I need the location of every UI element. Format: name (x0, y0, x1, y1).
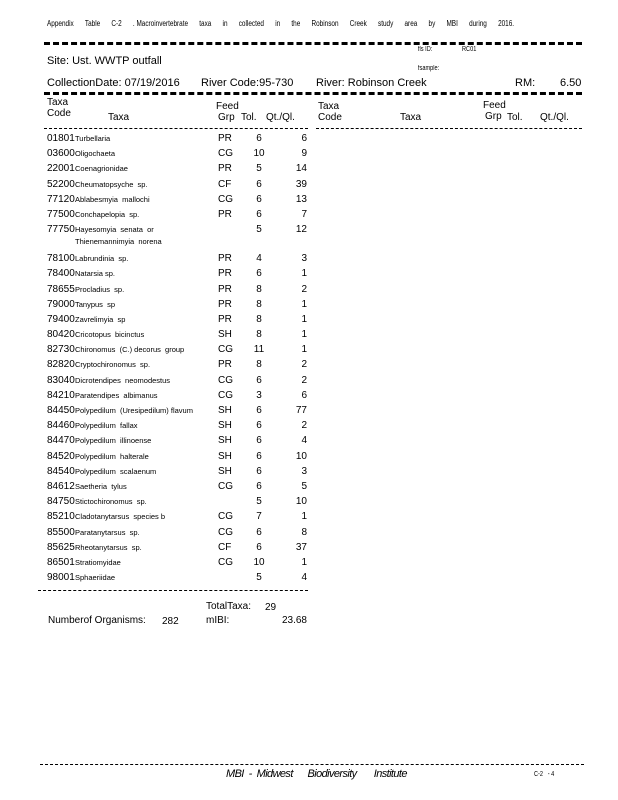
feed-group: CG (218, 193, 233, 205)
id-value: RC01 (462, 46, 477, 53)
table-row (47, 373, 307, 388)
feed-group: CF (218, 541, 232, 553)
tolerance: 8 (256, 283, 262, 295)
tolerance: 6 (256, 178, 262, 190)
title-word: . Macroinvertebrate (132, 19, 189, 28)
tolerance: 6 (256, 420, 262, 432)
feed-group: PR (218, 283, 232, 295)
rm-value: 6.50 (560, 77, 582, 89)
table-row (47, 433, 307, 448)
feed-group: PR (218, 313, 232, 325)
taxa-name: Stratiomyidae (75, 557, 121, 567)
feed-group: SH (218, 450, 232, 462)
quantity: 5 (301, 480, 307, 492)
mibi-value: 23.68 (281, 615, 307, 626)
feed-group: CG (218, 389, 233, 401)
footer-org: MBI - Midwest Biodiversity Institute (226, 768, 407, 780)
tolerance: 10 (253, 148, 265, 160)
table-row (47, 418, 307, 433)
taxa-code: 77500 (47, 208, 75, 220)
title-word: during (469, 19, 487, 28)
title-word: collected (238, 19, 264, 28)
taxa-name: Conchapelopia sp. (75, 209, 140, 219)
table-row (47, 570, 307, 585)
river-name: River: Robinson Creek (316, 77, 427, 89)
feed-group: PR (218, 253, 232, 265)
quantity: 2 (301, 374, 307, 386)
taxa-code: 84540 (47, 465, 75, 477)
table-row (47, 479, 307, 494)
taxa-code: 82820 (47, 359, 75, 371)
taxa-name: Polypedilum scalaenum (75, 466, 157, 476)
tolerance: 5 (256, 572, 262, 584)
taxa-code: 52200 (47, 178, 75, 190)
feed-group: CF (218, 178, 232, 190)
organisms-label: Numberof Organisms: (48, 615, 146, 626)
quantity: 4 (301, 435, 307, 447)
tolerance: 5 (256, 496, 262, 508)
table-row (47, 282, 307, 297)
taxa-code: 78400 (47, 268, 75, 280)
taxa-name: Natarsia sp. (75, 269, 116, 279)
table-row (47, 509, 307, 524)
taxa-code: 84460 (47, 420, 75, 432)
taxa-code: 78655 (47, 283, 75, 295)
table-row (47, 525, 307, 540)
taxa-code: 98001 (47, 572, 75, 584)
taxa-code: 79400 (47, 313, 75, 325)
table-row (47, 327, 307, 342)
tolerance: 6 (256, 465, 262, 477)
quantity: 1 (301, 329, 307, 341)
feed-group: PR (218, 133, 232, 144)
feed-group: CG (218, 374, 233, 386)
quantity: 2 (301, 359, 307, 371)
feed-group: CG (218, 556, 233, 568)
tolerance: 7 (256, 511, 262, 523)
taxa-code: 80420 (47, 329, 75, 341)
taxa-code: 85625 (47, 541, 75, 553)
taxa-name: Cricotopus bicinctus (75, 330, 145, 340)
table-row (47, 540, 307, 555)
title-word: 2016. (498, 19, 515, 28)
feed-group: CG (218, 526, 233, 538)
quantity: 1 (301, 298, 307, 310)
quantity: 1 (301, 313, 307, 325)
tolerance: 11 (253, 344, 265, 356)
taxa-name: Turbellaria (75, 134, 111, 143)
header-taxa-code: Taxa Code (47, 97, 71, 119)
feed-group: PR (218, 163, 232, 175)
quantity: 8 (301, 526, 307, 538)
tolerance: 6 (256, 374, 262, 386)
quantity: 1 (301, 268, 307, 280)
tolerance: 6 (256, 480, 262, 492)
divider (44, 92, 582, 95)
id-label: fls ID: (418, 46, 433, 53)
taxa-name: Paratanytarsus sp. (75, 527, 140, 537)
taxa-name: Saetheria tylus (75, 481, 127, 491)
quantity: 10 (295, 450, 307, 462)
taxa-name: Stictochironomus sp. (75, 497, 147, 507)
feed-group: PR (218, 359, 232, 371)
header-feed: Feed Grp (216, 101, 239, 123)
taxa-code: 82730 (47, 344, 75, 356)
taxa-name: Polypedilum illinoense (75, 436, 152, 446)
table-row (47, 403, 307, 418)
organisms-value: 282 (162, 616, 179, 627)
header-taxa-right: Taxa (400, 112, 422, 123)
table-row (47, 222, 307, 251)
tolerance: 4 (256, 253, 262, 265)
taxa-code: 84750 (47, 496, 75, 508)
quantity: 37 (295, 541, 307, 553)
tolerance: 10 (253, 556, 265, 568)
taxa-name: Cheumatopsyche sp. (75, 179, 148, 189)
taxa-code: 85500 (47, 526, 75, 538)
report-title (47, 19, 525, 28)
divider (316, 128, 582, 129)
taxa-code: 03600 (47, 148, 75, 160)
taxa-name: Polypedilum halterale (75, 451, 149, 461)
table-row (47, 342, 307, 357)
title-word: in (222, 19, 228, 28)
header-qt-right: Qt./Ql. (540, 112, 569, 123)
table-row (47, 161, 307, 176)
title-word: taxa (199, 19, 212, 28)
tolerance: 6 (256, 405, 262, 416)
taxa-name: Sphaeriidae (75, 573, 116, 583)
taxa-code: 77750 (47, 224, 75, 236)
divider (38, 590, 308, 591)
taxa-name: Oligochaeta (75, 149, 116, 159)
title-word: area (404, 19, 418, 28)
feed-group: PR (218, 298, 232, 310)
table-row (47, 251, 307, 266)
taxa-code: 84210 (47, 389, 75, 401)
taxa-code: 84470 (47, 435, 75, 447)
taxa-code: 01801 (47, 133, 75, 144)
header-qt: Qt./Ql. (266, 112, 295, 123)
feed-group: CG (218, 480, 233, 492)
title-word: by (428, 19, 436, 28)
taxa-name: Ablabesmyia mallochi (75, 194, 150, 204)
tolerance: 6 (256, 450, 262, 462)
table-row (47, 266, 307, 281)
header-feed-right: Feed Grp (483, 100, 506, 122)
title-word: Robinson (311, 19, 339, 28)
taxa-code: 86501 (47, 556, 75, 568)
table-row (47, 207, 307, 222)
taxa-name: Tanypus sp (75, 299, 116, 309)
taxa-code: 85210 (47, 511, 75, 523)
taxa-table (47, 131, 307, 585)
tolerance: 5 (256, 163, 262, 175)
feed-group: CG (218, 344, 233, 356)
table-row (47, 177, 307, 192)
tolerance: 6 (256, 541, 262, 553)
taxa-code: 77120 (47, 193, 75, 205)
title-word: Creek (349, 19, 367, 28)
taxa-name: Chironomus (C.) decorus group (75, 345, 185, 355)
feed-group: SH (218, 420, 232, 432)
header-tol: Tol. (241, 112, 257, 123)
taxa-name: Polypedilum fallax (75, 421, 138, 431)
table-row (47, 388, 307, 403)
feed-group: SH (218, 435, 232, 447)
total-taxa-label: TotalTaxa: (206, 601, 252, 612)
collection-date: CollectionDate: 07/19/2016 (47, 77, 180, 89)
divider (40, 764, 584, 765)
feed-group: SH (218, 329, 232, 341)
quantity: 10 (295, 496, 307, 508)
quantity: 77 (295, 405, 307, 416)
quantity: 7 (301, 208, 307, 220)
river-code: River Code:95-730 (201, 77, 294, 89)
taxa-name: Cladotanytarsus species b (75, 512, 166, 522)
site-name: Site: Ust. WWTP outfall (47, 55, 162, 67)
divider (44, 128, 308, 129)
table-row (47, 146, 307, 161)
taxa-name: Labrundinia sp. (75, 254, 129, 264)
quantity: 13 (295, 193, 307, 205)
feed-group: PR (218, 268, 232, 280)
quantity: 2 (301, 420, 307, 432)
table-row (47, 449, 307, 464)
table-row (47, 192, 307, 207)
tolerance: 6 (256, 435, 262, 447)
taxa-name: Zavrelimyia sp (75, 314, 126, 324)
taxa-name: Procladius sp. (75, 284, 125, 294)
tolerance: 8 (256, 329, 262, 341)
tolerance: 6 (256, 133, 262, 144)
tolerance: 6 (256, 208, 262, 220)
taxa-name: Polypedilum (Uresipedilum) flavum (75, 406, 193, 415)
feed-group: CG (218, 511, 233, 523)
mibi-label: mIBI: (206, 615, 230, 626)
quantity: 1 (301, 556, 307, 568)
table-row (47, 494, 307, 509)
feed-group: SH (218, 465, 232, 477)
taxa-name: Paratendipes albimanus (75, 390, 158, 400)
quantity: 39 (295, 178, 307, 190)
taxa-code: 84450 (47, 405, 75, 416)
table-row (47, 357, 307, 372)
table-row (47, 555, 307, 570)
tolerance: 6 (256, 268, 262, 280)
total-taxa-value: 29 (265, 602, 277, 613)
quantity: 3 (301, 465, 307, 477)
table-row (47, 297, 307, 312)
taxa-name: Coenagrionidae (75, 164, 128, 174)
tolerance: 5 (256, 224, 262, 236)
quantity: 4 (301, 572, 307, 584)
tolerance: 6 (256, 193, 262, 205)
quantity: 1 (301, 511, 307, 523)
taxa-name: Cryptochironomus sp. (75, 360, 151, 370)
rm-label: RM: (515, 77, 536, 89)
taxa-name: Dicrotendipes neomodestus (75, 375, 171, 385)
title-word: Appendix (47, 19, 74, 28)
footer-page: C-2 - 4 (534, 771, 555, 778)
title-word: C-2 (111, 19, 122, 28)
quantity: 12 (295, 224, 307, 236)
taxa-code: 22001 (47, 163, 75, 175)
taxa-code: 84612 (47, 480, 75, 492)
header-taxa-code-right: Taxa Code (318, 101, 342, 123)
tolerance: 3 (256, 389, 262, 401)
title-word: Table (84, 19, 101, 28)
title-word: in (275, 19, 281, 28)
quantity: 9 (301, 148, 307, 160)
tolerance: 8 (256, 298, 262, 310)
title-word: the (291, 19, 301, 28)
taxa-code: 84520 (47, 450, 75, 462)
sample-label: fsample: (418, 65, 440, 72)
tolerance: 6 (256, 526, 262, 538)
taxa-name: Hayesomyia senata or Thienemannimyia norena (75, 225, 162, 247)
taxa-code: 83040 (47, 374, 75, 386)
taxa-code: 78100 (47, 253, 75, 265)
quantity: 1 (301, 344, 307, 356)
feed-group: CG (218, 148, 233, 160)
quantity: 6 (301, 133, 307, 144)
tolerance: 8 (256, 359, 262, 371)
table-row (47, 464, 307, 479)
quantity: 14 (295, 163, 307, 175)
taxa-name: Rheotanytarsus sp. (75, 542, 142, 552)
header-tol-right: Tol. (507, 112, 523, 123)
table-row (47, 312, 307, 327)
header-taxa: Taxa (108, 112, 130, 123)
tolerance: 8 (256, 313, 262, 325)
divider (44, 42, 582, 45)
feed-group: SH (218, 405, 232, 416)
title-word: study (378, 19, 394, 28)
title-word: MBI (446, 19, 458, 28)
taxa-code: 79000 (47, 298, 75, 310)
quantity: 3 (301, 253, 307, 265)
feed-group: PR (218, 208, 232, 220)
quantity: 6 (301, 389, 307, 401)
table-row (47, 131, 307, 146)
quantity: 2 (301, 283, 307, 295)
